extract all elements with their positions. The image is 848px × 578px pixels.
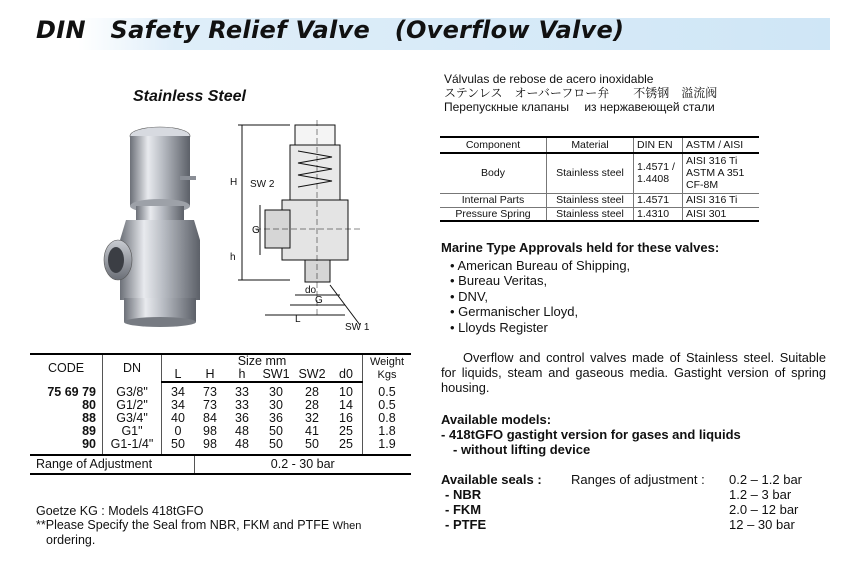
title-din: DIN — [36, 16, 86, 44]
header-SW1: SW1 — [258, 368, 294, 382]
mat-din: 1.4310 — [634, 207, 683, 221]
cell-L: 34 — [162, 382, 195, 399]
cell-weight: 1.9 — [363, 438, 412, 455]
title-japanese-chinese: ステンレス オーバーフロー弁 不锈钢 溢流阀 — [444, 86, 718, 100]
dim-H: H — [230, 177, 238, 188]
list-item: • Lloyds Register — [450, 319, 548, 335]
footer-when: When — [332, 520, 362, 532]
mat-din: 1.4571 — [634, 193, 683, 207]
table-row — [30, 382, 411, 399]
header-L: L — [162, 368, 195, 382]
seals-first-range: 0.2 – 1.2 bar — [729, 472, 802, 487]
cell-dn: G1-1/4" — [103, 438, 162, 455]
cell-code: 88 — [82, 411, 96, 425]
multilingual-titles — [444, 72, 717, 114]
cell-L: 40 — [162, 412, 195, 425]
available-seals — [441, 472, 821, 532]
cell-SW1: 30 — [269, 385, 283, 399]
mat-astm: AISI 316 Ti ASTM A 351 CF-8M — [683, 153, 760, 193]
range-row — [30, 455, 411, 474]
cell-code: 80 — [82, 398, 96, 412]
dim-do: do — [305, 285, 317, 296]
cell-L: 0 — [162, 425, 195, 438]
approvals-heading: Marine Type Approvals held for these valves: — [441, 240, 720, 255]
cell-dn: G3/8" — [103, 382, 162, 399]
list-item — [441, 502, 821, 517]
table-row — [440, 193, 759, 207]
cell-SW2: 28 — [305, 398, 319, 412]
header-H: H — [194, 368, 226, 382]
cell-SW1: 50 — [269, 424, 283, 438]
subtitle: Stainless Steel — [133, 88, 246, 105]
seals-range-label: Ranges of adjustment : — [571, 472, 705, 487]
cell-H: 84 — [203, 411, 217, 425]
cell-L: 50 — [162, 438, 195, 455]
cell-code: 90 — [82, 437, 96, 451]
header-code: CODE — [30, 354, 103, 382]
cell-SW2: 50 — [305, 437, 319, 451]
list-item — [441, 487, 821, 502]
cell-L: 34 — [162, 399, 195, 412]
cell-H: 73 — [203, 398, 217, 412]
mat-material: Stainless steel — [547, 193, 634, 207]
list-item: • DNV, — [450, 288, 489, 304]
cell-code: 89 — [82, 424, 96, 438]
cell-SW1: 30 — [269, 398, 283, 412]
seal-range: 2.0 – 12 bar — [729, 502, 799, 517]
mat-astm: AISI 301 — [683, 207, 760, 221]
list-item: • Bureau Veritas, — [450, 273, 548, 289]
dimensions-table — [30, 353, 411, 475]
cell-SW1: 50 — [269, 437, 283, 451]
cell-weight: 0.5 — [363, 382, 412, 399]
cell-dn: G1" — [103, 425, 162, 438]
cell-d0: 16 — [339, 411, 353, 425]
cell-h: 48 — [235, 437, 249, 451]
mat-header-material: Material — [547, 137, 634, 153]
cell-H: 73 — [203, 385, 217, 399]
dim-G-bottom: G — [315, 295, 323, 306]
table-row — [440, 207, 759, 221]
mat-material: Stainless steel — [547, 153, 634, 193]
footer-models: Goetze KG : Models 418tGFO — [36, 504, 204, 518]
mat-component: Pressure Spring — [440, 207, 547, 221]
dim-h: h — [230, 252, 236, 263]
range-value: 0.2 - 30 bar — [194, 455, 411, 474]
page-title — [36, 16, 640, 44]
table-row — [30, 438, 411, 455]
models-heading: Available models: — [441, 412, 552, 427]
dim-SW1: SW 1 — [345, 322, 370, 333]
cell-SW2: 32 — [305, 411, 319, 425]
cell-d0: 25 — [339, 437, 353, 451]
cell-SW2: 41 — [305, 424, 319, 438]
cell-H: 98 — [203, 437, 217, 451]
list-item: • American Bureau of Shipping, — [450, 258, 631, 273]
mat-header-astm: ASTM / AISI — [683, 137, 760, 153]
header-SW2: SW2 — [294, 368, 330, 382]
seal-name: - FKM — [445, 502, 482, 517]
mat-component: Internal Parts — [440, 193, 547, 207]
seal-range: 1.2 – 3 bar — [729, 487, 792, 502]
valve-photo — [100, 120, 220, 330]
cell-weight: 0.5 — [363, 399, 412, 412]
mat-component: Body — [440, 153, 547, 193]
cell-H: 98 — [203, 424, 217, 438]
title-russian: Перепускные клапаны из нержавеющей стали — [444, 100, 715, 114]
materials-table — [440, 136, 759, 222]
cell-SW1: 36 — [269, 411, 283, 425]
model-line-2: - without lifting device — [453, 442, 591, 457]
dim-G: G — [252, 225, 260, 236]
cell-h: 48 — [235, 424, 249, 438]
cell-d0: 14 — [339, 398, 353, 412]
header-d0: d0 — [330, 368, 363, 382]
cell-weight: 1.8 — [363, 425, 412, 438]
footer-seal-note: **Please Specify the Seal from NBR, FKM and PTFE — [36, 518, 330, 532]
footer-ordering: ordering. — [46, 533, 96, 547]
cell-dn: G1/2" — [103, 399, 162, 412]
mat-material: Stainless steel — [547, 207, 634, 221]
title-main: Safety Relief Valve — [110, 16, 371, 44]
seals-heading: Available seals : — [441, 472, 542, 487]
cell-dn: G3/4" — [103, 412, 162, 425]
cell-code: 75 69 79 — [47, 384, 96, 399]
seal-name: - PTFE — [445, 517, 487, 532]
title-paren: (Overflow Valve) — [394, 16, 625, 44]
range-label: Range of Adjustment — [30, 455, 194, 474]
dim-SW2: SW 2 — [250, 179, 275, 190]
mat-header-din: DIN EN — [634, 137, 683, 153]
footer-notes — [36, 504, 361, 547]
cell-h: 33 — [235, 398, 249, 412]
mat-astm: AISI 316 Ti — [683, 193, 760, 207]
description: Overflow and control valves made of Stainless steel. Suitable for liquids, steam and gaseous media. Gastight version of spring housing. — [441, 350, 826, 395]
dim-L: L — [295, 314, 301, 325]
list-item: • Germanischer Lloyd, — [450, 304, 579, 320]
approvals-list — [450, 258, 630, 335]
header-weight: Weight Kgs — [363, 354, 412, 382]
seal-range: 12 – 30 bar — [729, 517, 795, 532]
cell-h: 36 — [235, 411, 249, 425]
cell-d0: 10 — [339, 385, 353, 399]
header-h: h — [226, 368, 258, 382]
list-item — [441, 517, 821, 532]
cell-d0: 25 — [339, 424, 353, 438]
mat-din: 1.4571 / 1.4408 — [634, 153, 683, 193]
table-row — [440, 153, 759, 193]
cell-SW2: 28 — [305, 385, 319, 399]
title-spanish: Válvulas de rebose de acero inoxidable — [444, 72, 654, 86]
mat-header-component: Component — [440, 137, 547, 153]
cell-weight: 0.8 — [363, 412, 412, 425]
header-size: Size mm — [162, 354, 363, 368]
valve-section-drawing — [220, 115, 380, 345]
model-line-1: - 418tGFO gastight version for gases and liquids — [441, 427, 741, 442]
seal-name: - NBR — [445, 487, 482, 502]
cell-h: 33 — [235, 385, 249, 399]
header-dn: DN — [103, 354, 162, 382]
available-models — [441, 412, 741, 457]
